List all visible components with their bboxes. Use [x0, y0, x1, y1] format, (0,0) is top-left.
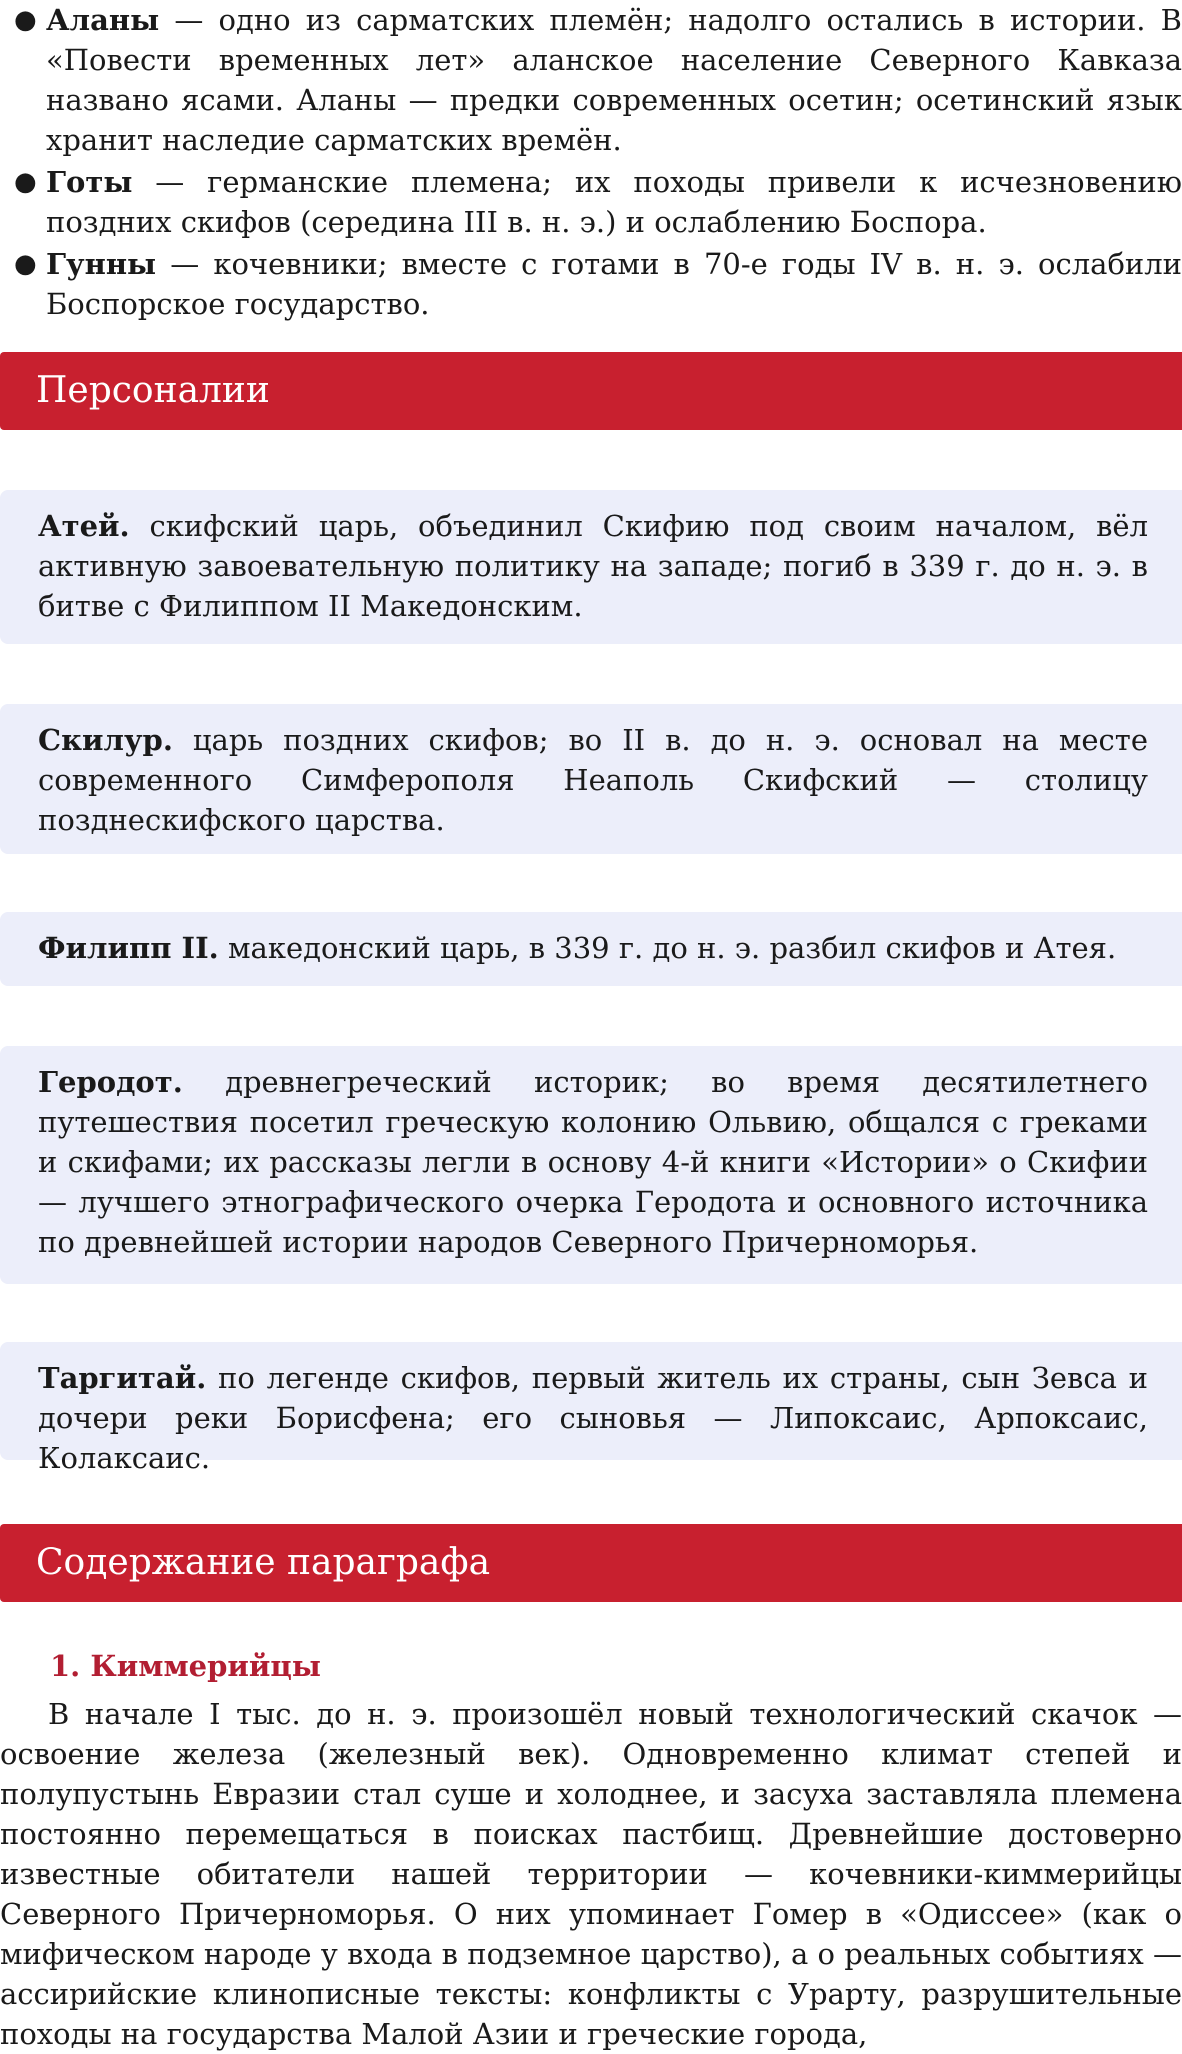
body-paragraph: В начале I тыс. до н. э. произошёл новый технологический скачок — освоение железа (железный век). Одновременно климат степей и полупустынь Евразии стал суше и холоднее, и засуха заставляла племена постоянно перемещаться в поисках пастбищ. Древнейшие достоверно известные обитатели нашей территории — кочевники-киммерийцы Северного Причерноморья. О них упоминает Гомер в «Одиссее» (как о мифическом народе у входа в подземное царство), а о реальных событиях — ассирийские клинописные тексты: конфликты с Урарту, разрушительные походы на государства Малой Азии и греческие города, — [0, 1697, 1182, 2051]
term-label: Гунны — [46, 247, 157, 281]
person-entry-philip — [0, 912, 1182, 986]
person-name: Атей. — [38, 509, 130, 543]
term-label: Готы — [46, 165, 133, 199]
bullet-icon: ● — [14, 249, 37, 279]
person-description: скифский царь, объединил Скифию под своим началом, вёл активную завоевательную политику на западе; погиб в 339 г. до н. э. в битве с Филиппом II Македонским. — [38, 509, 1148, 623]
person-description: древнегреческий историк; во время десятилетнего путешествия посетил греческую колонию Ольвию, общался с греками и скифами; их рассказы легли в основу 4-й книги «Истории» о Скифии — лучшего этнографического очерка Геродота и основного источника по древнейшей истории народов Северного Причерноморья. — [38, 1065, 1148, 1259]
section-heading-content: Содержание параграфа — [0, 1524, 1182, 1602]
term-description: — одно из сарматских племён; надолго остались в истории. В «Повести временных лет» аланское население Северного Кавказа названо ясами. Аланы — предки современных осетин; осетинский язык хранит наследие сарматских времён. — [46, 3, 1182, 157]
section-heading-personalities: Персоналии — [0, 352, 1182, 430]
person-name: Филипп II. — [38, 931, 219, 965]
term-description: — кочевники; вместе с готами в 70-е годы IV в. н. э. ослабили Боспорское государство. — [46, 247, 1182, 321]
subsection-title: 1. Киммерийцы — [50, 1649, 321, 1683]
bullet-icon: ● — [14, 5, 37, 35]
bullet-icon: ● — [14, 167, 37, 197]
person-name: Таргитай. — [38, 1361, 207, 1395]
person-entry-herodotus — [0, 1046, 1182, 1284]
person-description: по легенде скифов, первый житель их страны, сын Зевса и дочери реки Борисфена; его сыновья — Липоксаис, Арпоксаис, Колаксаис. — [38, 1361, 1148, 1475]
term-description: — германские племена; их походы привели к исчезновению поздних скифов (середина III в. н. э.) и ослаблению Боспора. — [46, 165, 1182, 239]
list-item — [14, 162, 1182, 242]
person-entry-skilur — [0, 704, 1182, 854]
person-name: Геродот. — [38, 1065, 183, 1099]
person-description: македонский царь, в 339 г. до н. э. разбил скифов и Атея. — [218, 931, 1117, 965]
person-entry-targitai — [0, 1342, 1182, 1475]
person-description: царь поздних скифов; во II в. до н. э. основал на месте современного Симферополя Неаполь Скифский — столицу позднескифского царства. — [38, 723, 1148, 837]
list-item — [14, 0, 1182, 160]
person-name: Скилур. — [38, 723, 173, 757]
person-entry-atei — [0, 490, 1182, 644]
ethnic-groups-list — [14, 0, 1182, 326]
term-label: Аланы — [46, 3, 160, 37]
list-item — [14, 244, 1182, 324]
